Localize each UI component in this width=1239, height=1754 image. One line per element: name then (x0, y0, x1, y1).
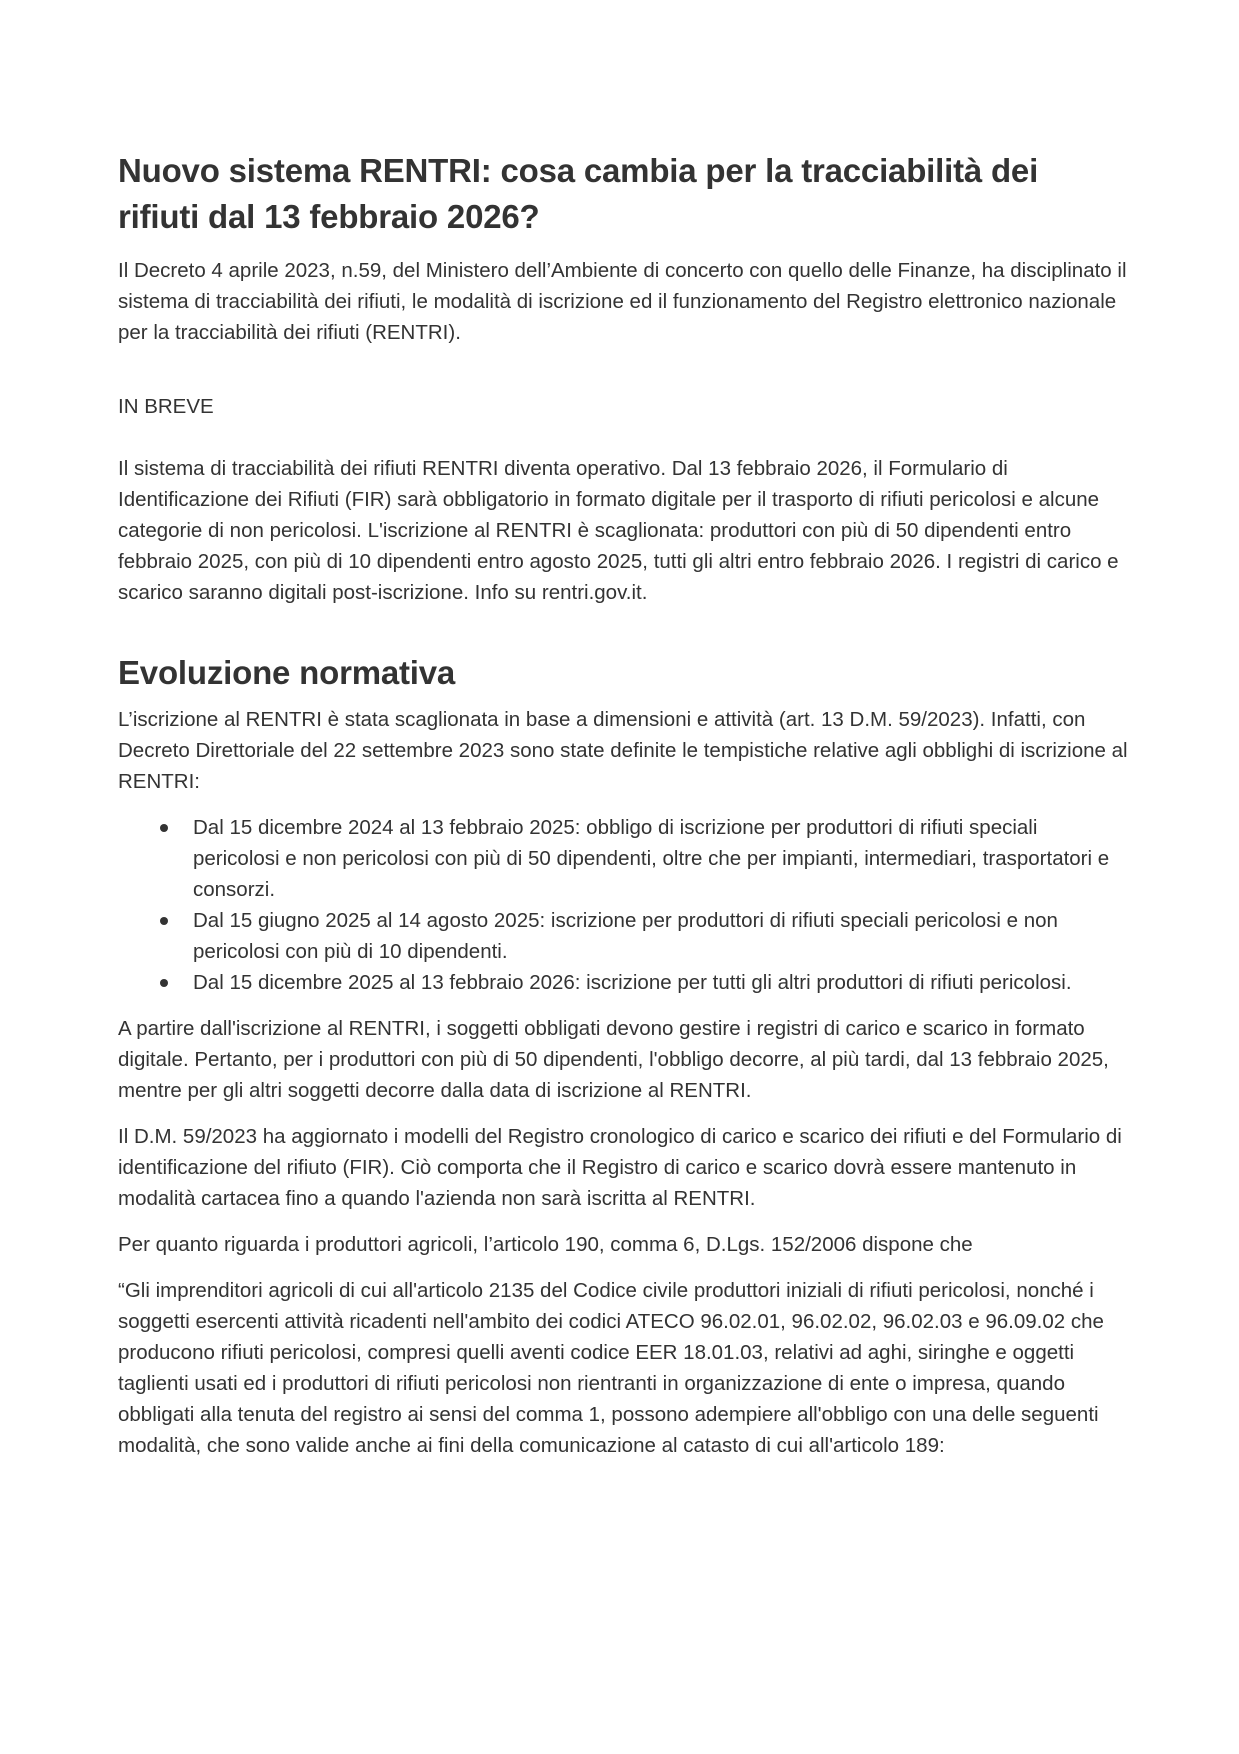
legal-quote: “Gli imprenditori agricoli di cui all'articolo 2135 del Codice civile produttori iniziali di rifiuti pericolosi, nonché i soggetti esercenti attività ricadenti nell'ambito dei codici ATECO 96.02.01, 96.02.02, 96.02.03 e 96.09.02 che producono rifiuti pericolosi, compresi quelli aventi codice EER 18.01.03, relativi ad aghi, siringhe e oggetti taglienti usati ed i produttori di rifiuti pericolosi non rientranti in organizzazione di ente o impresa, quando obbligati alla tenuta del registro ai sensi del comma 1, possono adempiere all'obbligo con una delle seguenti modalità, che sono valide anche ai fini della comunicazione al catasto di cui all'articolo 189: (118, 1279, 1104, 1457)
section-paragraph-4: Per quanto riguarda i produttori agricoli, l’articolo 190, comma 6, D.Lgs. 152/2006 dispone che (118, 1233, 973, 1256)
in-breve-label: IN BREVE (118, 395, 214, 418)
section-paragraph-3: Il D.M. 59/2023 ha aggiornato i modelli del Registro cronologico di carico e scarico dei rifiuti e del Formulario di identificazione del rifiuto (FIR). Ciò comporta che il Registro di carico e scarico dovrà essere mantenuto in modalità cartacea fino a quando l'azienda non sarà iscritta al RENTRI. (118, 1125, 1122, 1210)
list-item-text: Dal 15 dicembre 2024 al 13 febbraio 2025: obbligo di iscrizione per produttori di rifiuti speciali pericolosi e non pericolosi con più di 50 dipendenti, oltre che per impianti, intermediari, trasportatori e consorzi. (193, 816, 1110, 901)
bullet-icon (160, 979, 168, 987)
section-title-evoluzione-normativa: Evoluzione normativa (118, 654, 456, 691)
list-item (193, 905, 1128, 967)
intro-paragraph: Il Decreto 4 aprile 2023, n.59, del Ministero dell’Ambiente di concerto con quello delle Finanze, ha disciplinato il sistema di tracciabilità dei rifiuti, le modalità di iscrizione ed il funzionamento del Registro elettronico nazionale per la tracciabilità dei rifiuti (RENTRI). (118, 259, 1127, 344)
deadline-list (118, 812, 1128, 998)
document-title: Nuovo sistema RENTRI: cosa cambia per la tracciabilità dei rifiuti dal 13 febbraio 2026? (118, 152, 1039, 235)
list-item (193, 967, 1128, 998)
summary-paragraph: Il sistema di tracciabilità dei rifiuti RENTRI diventa operativo. Dal 13 febbraio 2026, il Formulario di Identificazione dei Rifiuti (FIR) sarà obbligatorio in formato digitale per il trasporto di rifiuti pericolosi e alcune categorie di non pericolosi. L'iscrizione al RENTRI è scaglionata: produttori con più di 50 dipendenti entro febbraio 2025, con più di 10 dipendenti entro agosto 2025, tutti gli altri entro febbraio 2026. I registri di carico e scarico saranno digitali post-iscrizione. Info su rentri.gov.it. (118, 457, 1119, 604)
section-paragraph-1: L’iscrizione al RENTRI è stata scaglionata in base a dimensioni e attività (art. 13 D.M. 59/2023). Infatti, con Decreto Direttoriale del 22 settembre 2023 sono state definite le tempistiche relative agli obblighi di iscrizione al RENTRI: (118, 708, 1128, 793)
section-paragraph-2: A partire dall'iscrizione al RENTRI, i soggetti obbligati devono gestire i registri di carico e scarico in formato digitale. Pertanto, per i produttori con più di 50 dipendenti, l'obbligo decorre, al più tardi, dal 13 febbraio 2025, mentre per gli altri soggetti decorre dalla data di iscrizione al RENTRI. (118, 1017, 1109, 1102)
list-item-text: Dal 15 giugno 2025 al 14 agosto 2025: iscrizione per produttori di rifiuti speciali pericolosi e non pericolosi con più di 10 dipendenti. (193, 909, 1058, 963)
list-item (193, 812, 1128, 905)
list-item-text: Dal 15 dicembre 2025 al 13 febbraio 2026: iscrizione per tutti gli altri produttori di rifiuti pericolosi. (193, 971, 1072, 994)
bullet-icon (160, 917, 168, 925)
document-page (118, 148, 1128, 1461)
bullet-icon (160, 824, 168, 832)
